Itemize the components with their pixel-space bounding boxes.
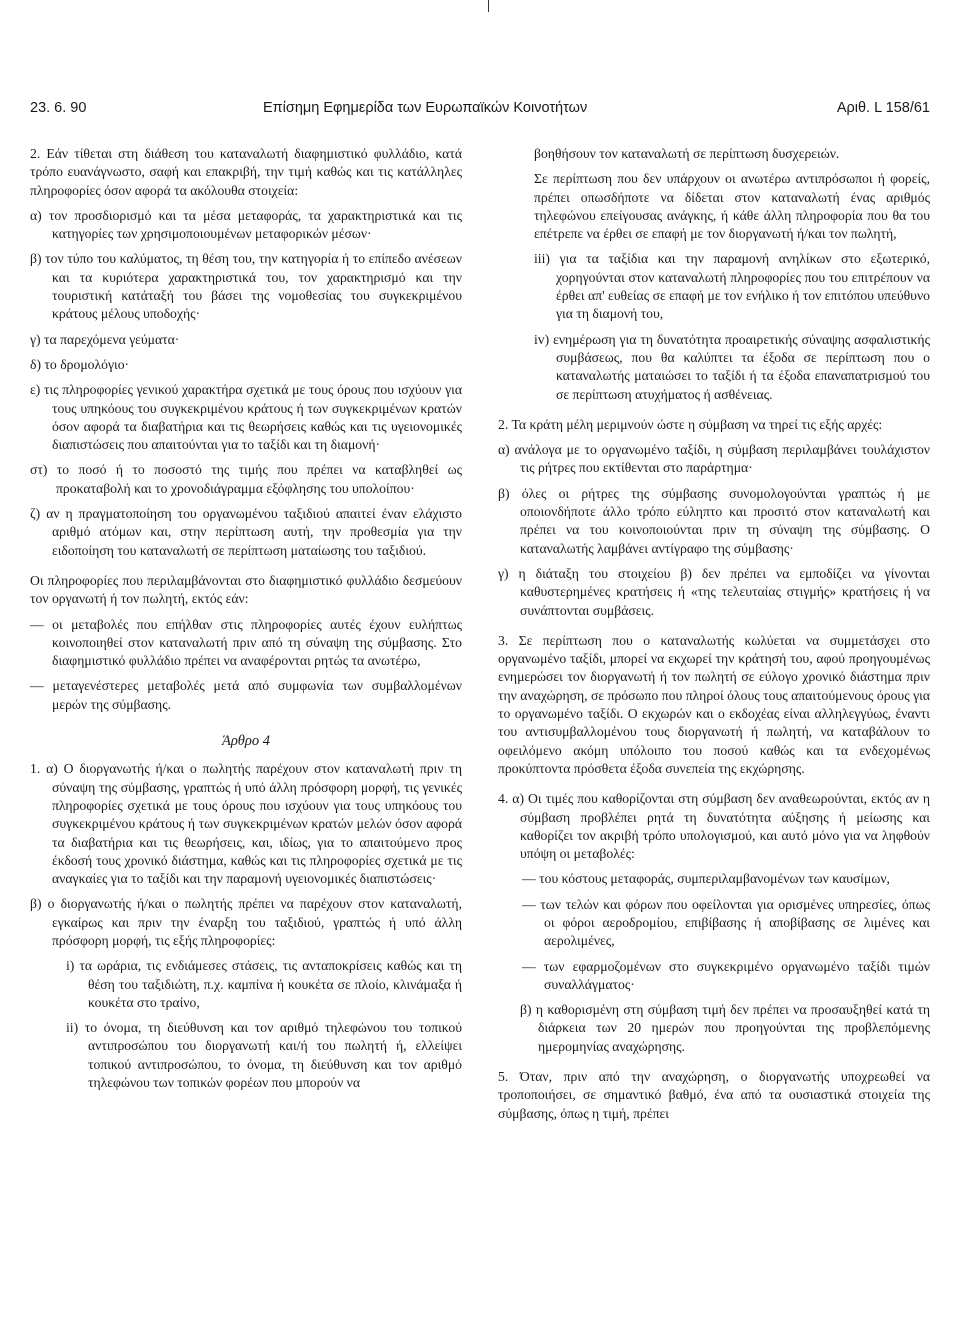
article4-para1b-i: i) τα ωράρια, τις ενδιάμεσες στάσεις, τις ανταποκρίσεις καθώς και τη θέση του ταξιδιώτη, π.χ. καμπίνα ή κουκέτα σε πλοίο, κλινάμαξα ή κουκέτα στο τραίνο, bbox=[66, 958, 462, 1010]
item-2a: α) τον προσδιορισμό και τα μέσα μεταφοράς, τα χαρακτηριστικά και τις κατηγορίες των χρησιμοποιουμένων μεταφορικών μέσων· bbox=[30, 207, 462, 242]
item-iii: iii) για τα ταξίδια και την παραμονή ανηλίκων στο εξωτερικό, χορηγούνται στον καταναλωτή πληροφορίες που του επιτρέπουν να έρθει απ' ευθείας σε επαφή με τον ενήλικο ή τον επιτόπου υπεύθυνο για τη διαμονή του, bbox=[534, 251, 930, 322]
item-2d: δ) το δρομολόγιο· bbox=[30, 356, 130, 372]
paragraph-2-right: 2. Τα κράτη μέλη μεριμνούν ώστε η σύμβαση να τηρεί τις εξής αρχές: bbox=[498, 416, 883, 432]
continued-text-2: Σε περίπτωση που δεν υπάρχουν οι ανωτέρω αντιπρόσωποι ή φορείς, πρέπει οπωσδήποτε να δίδεται στον καταναλωτή ένας αριθμός τηλεφώνου επείγουσας ανάγκης, ή κάθε άλλη πληροφορία που θα του επέτρεπε να έρθει σε επαφή με τον διοργανωτή ή/και τον πωλητή, bbox=[534, 171, 930, 242]
dash-4a-3: — των εφαρμοζομένων στο συγκεκριμένο οργανωμένο ταξίδι τιμών συναλλάγματος· bbox=[522, 958, 930, 992]
paragraph-2: 2. Εάν τίθεται στη διάθεση του καταναλωτή διαφημιστικό φυλλάδιο, κατά τρόπο ευανάγνωστο, σαφή και επακριβή, την τιμή καθώς και τις κατάλληλες πληροφορίες όσον αφορά τα ακόλουθα στοιχεία: bbox=[30, 146, 462, 198]
item-2st: στ) το ποσό ή το ποσοστό της τιμής που πρέπει να καταβληθεί ως προκαταβολή και το χρονοδιάγραμμα εξόφλησης του υπολοίπου· bbox=[30, 462, 462, 496]
paragraph-2-closing: Οι πληροφορίες που περιλαμβάνονται στο διαφημιστικό φυλλάδιο δεσμεύουν τον οργανωτή ή τον πωλητή, εκτός εάν: bbox=[30, 572, 462, 607]
paragraph-4b: β) η καθορισμένη στη σύμβαση τιμή δεν πρέπει να προσαυξηθεί κατά τη διάρκεια των 20 ημερών που προηγούνται της προβλεπόμενης ημερομηνίας αναχώρησης. bbox=[520, 1002, 930, 1054]
item-2b: β) τον τύπο του καλύματος, τη θέση του, την κατηγορία ή το επίπεδο ανέσεων και τα κυριότερα χαρακτηριστικά του, τον χαρακτηρισμό και την τουριστική κατάταξή του βάσει της νομοθεσίας του συγκεκριμένου κράτους μέλους υποδοχής· bbox=[30, 251, 462, 322]
paragraph-4a: 4. α) Οι τιμές που καθορίζονται στη σύμβαση δεν αναθεωρούνται, εκτός αν η σύμβαση προβλέπει ρητά τη δυνατότητα αύξησης ή μείωσης και καθορίζει τον ακριβή τρόπο υπολογισμού, και αυτό μόνο για να ληφθούν υπόψη οι μεταβολές: bbox=[498, 791, 930, 862]
article-heading: Άρθρο 4 bbox=[221, 733, 271, 750]
paragraph-5: 5. Όταν, πριν από την αναχώρηση, ο διοργανωτής υποχρεωθεί να τροποποιήσει, σε σημαντικό βαθμό, ένα από τα ουσιαστικά στοιχεία της σύμβασης, όπως η τιμή, πρέπει bbox=[498, 1069, 930, 1121]
paragraph-3: 3. Σε περίπτωση που ο καταναλωτής κωλύεται να συμμετάσχει στο οργανωμένο ταξίδι, μπορεί να εκχωρεί την κράτησή του, αφού προηγουμένως ενημερώσει τον διοργανωτή ή τον πωλητή σε εύλογο χρονικό διάστημα πριν την αναχώρηση, σε πρόσωπο που πληροί όλους τους απαιτούμενους όρους για το οργανωμένο ταξίδι. Ο εκχωρών και ο εκδοχέας είναι αλληλεγγύως, έναντι του αντισυμβαλλομένου τους διοργανωτή ή πωλητή, να καταβάλουν το οφειλόμενο ακόμη υπόλοιπο του ποσού καθώς και τα ενδεχομένως προκύπτοντα πρόσθετα έξοδα συνεπεία της εκχώρησης. bbox=[498, 632, 930, 776]
item-r2a: α) ανάλογα με το οργανωμένο ταξίδι, η σύμβαση περιλαμβάνει τουλάχιστον τις ρήτρες που εκτίθενται στο παράρτημα· bbox=[498, 442, 930, 476]
item-r2c: γ) η διάταξη του στοιχείου β) δεν πρέπει να εμποδίζει να γίνονται καθυστερημένες κρατήσεις ή «της τελευταίας στιγμής» κρατήσεις ή να συνάπτονται συμβάσεις. bbox=[498, 565, 930, 618]
header-journal-title: Επίσημη Εφημερίδα των Ευρωπαϊκών Κοινοτήτων bbox=[263, 100, 588, 116]
right-column bbox=[498, 145, 930, 1123]
left-column bbox=[30, 145, 462, 1092]
item-r2b: β) όλες οι ρήτρες της σύμβασης συνομολογούνται γραπτώς ή με οποιονδήποτε άλλο τρόπο εύληπτο και προσιτό στον καταναλωτή και πρέπει να του κοινοποιούνται πριν τη σύναψη της σύμβασης. Ο καταναλωτής λαμβάνει αντίγραφο της σύμβασης· bbox=[498, 485, 930, 556]
item-2z: ζ) αν η πραγματοποίηση του οργανωμένου ταξιδιού απαιτεί έναν ελάχιστο αριθμό ατόμων και, στην περίπτωση αυτή, την προθεσμία για την ειδοποίηση του καταναλωτή σε περίπτωση ματαίωσης του ταξιδιού. bbox=[30, 506, 462, 558]
article4-para1b: β) ο διοργανωτής ή/και ο πωλητής πρέπει να παρέχουν στον καταναλωτή, εγκαίρως και πριν την έναρξη του ταξιδιού, γραπτώς ή υπό άλλη πρόσφορη μορφή, τις εξής πληροφορίες: bbox=[30, 896, 462, 948]
article4-para1a: 1. α) Ο διοργανωτής ή/και ο πωλητής παρέχουν στον καταναλωτή πριν τη σύναψη της σύμβασης, γραπτώς ή υπό άλλη πρόσφορη μορφή, τις γενικές πληροφορίες σχετικά με τους όρους που ισχύουν για τους υπηκόους του συγκεκριμένου κράτους ή των συγκεκριμένων κρατών μελών όσον αφορά τα διαβατήρια και τις θεωρήσεις, και, ιδίως, για το απαιτούμενο προς έκδοσή τους χρονικό διάστημα, καθώς και τις πληροφορίες σχετικά με τις αναγκαίες για το ταξίδι και την παραμονή υγειονομικές διαπιστώσεις· bbox=[30, 761, 462, 887]
item-2e: ε) τις πληροφορίες γενικού χαρακτήρα σχετικά με τους όρους που ισχύουν για τους υπηκόους του συγκεκριμένου κράτους ή των συγκεκριμένων κρατών όσον αφορά τα διαβατήρια και τις θεωρήσεις καθώς και τις υγειονομικές διαπιστώσεις που απαιτούνται για το ταξίδι και τη διαμονή· bbox=[30, 382, 462, 453]
dash-4a-2: — των τελών και φόρων που οφείλονται για ορισμένες υπηρεσίες, όπως οι φόροι αεροδρομίου, επιβίβασης ή αποβίβασης σε λιμένες και αερολιμένες, bbox=[522, 896, 930, 949]
header-page-number: Αριθ. L 158/61 bbox=[836, 100, 930, 116]
item-iv: iv) ενημέρωση για τη δυνατότητα προαιρετικής σύναψης ασφαλιστικής συμβάσεως, που θα καλύπτει τα έξοδα σε περίπτωση που ο καταναλωτής ματαιώσει το ταξίδι ή τα έξοδα επαναπατρισμού του σε περίπτωση ατυχήματος ή ασθένειας. bbox=[534, 331, 930, 402]
dash-item-2: — μεταγενέστερες μεταβολές μετά από συμφωνία των συμβαλλομένων μερών της σύμβασης. bbox=[30, 678, 462, 712]
scan-mark bbox=[488, 0, 489, 12]
continued-text: βοηθήσουν τον καταναλωτή σε περίπτωση δυσχερειών. bbox=[534, 146, 840, 161]
item-2c: γ) τα παρεχόμενα γεύματα· bbox=[30, 331, 180, 347]
article4-para1b-ii: ii) το όνομα, τη διεύθυνση και τον αριθμό τηλεφώνου του τοπικού αντιπροσώπου του διοργανωτή και/ή του πωλητή ή, ελλείψει τοπικού αντιπροσώπου, το όνομα, τη διεύθυνση και τον αριθμό τηλεφώνου των τοπικών φορέων που μπορούν να bbox=[66, 1020, 462, 1091]
page-header bbox=[30, 100, 930, 124]
dash-item-1: — οι μεταβολές που επήλθαν στις πληροφορίες αυτές έχουν ευλήπτως κοινοποιηθεί στον καταναλωτή πριν από τη σύναψη της σύμβασης. Στο διαφημιστικό φυλλάδιο πρέπει να αναφέρονται ρητώς τα ανωτέρω, bbox=[30, 616, 462, 669]
header-date: 23. 6. 90 bbox=[30, 100, 87, 116]
dash-4a-1: — του κόστους μεταφοράς, συμπεριλαμβανομένων των καυσίμων, bbox=[522, 871, 890, 887]
